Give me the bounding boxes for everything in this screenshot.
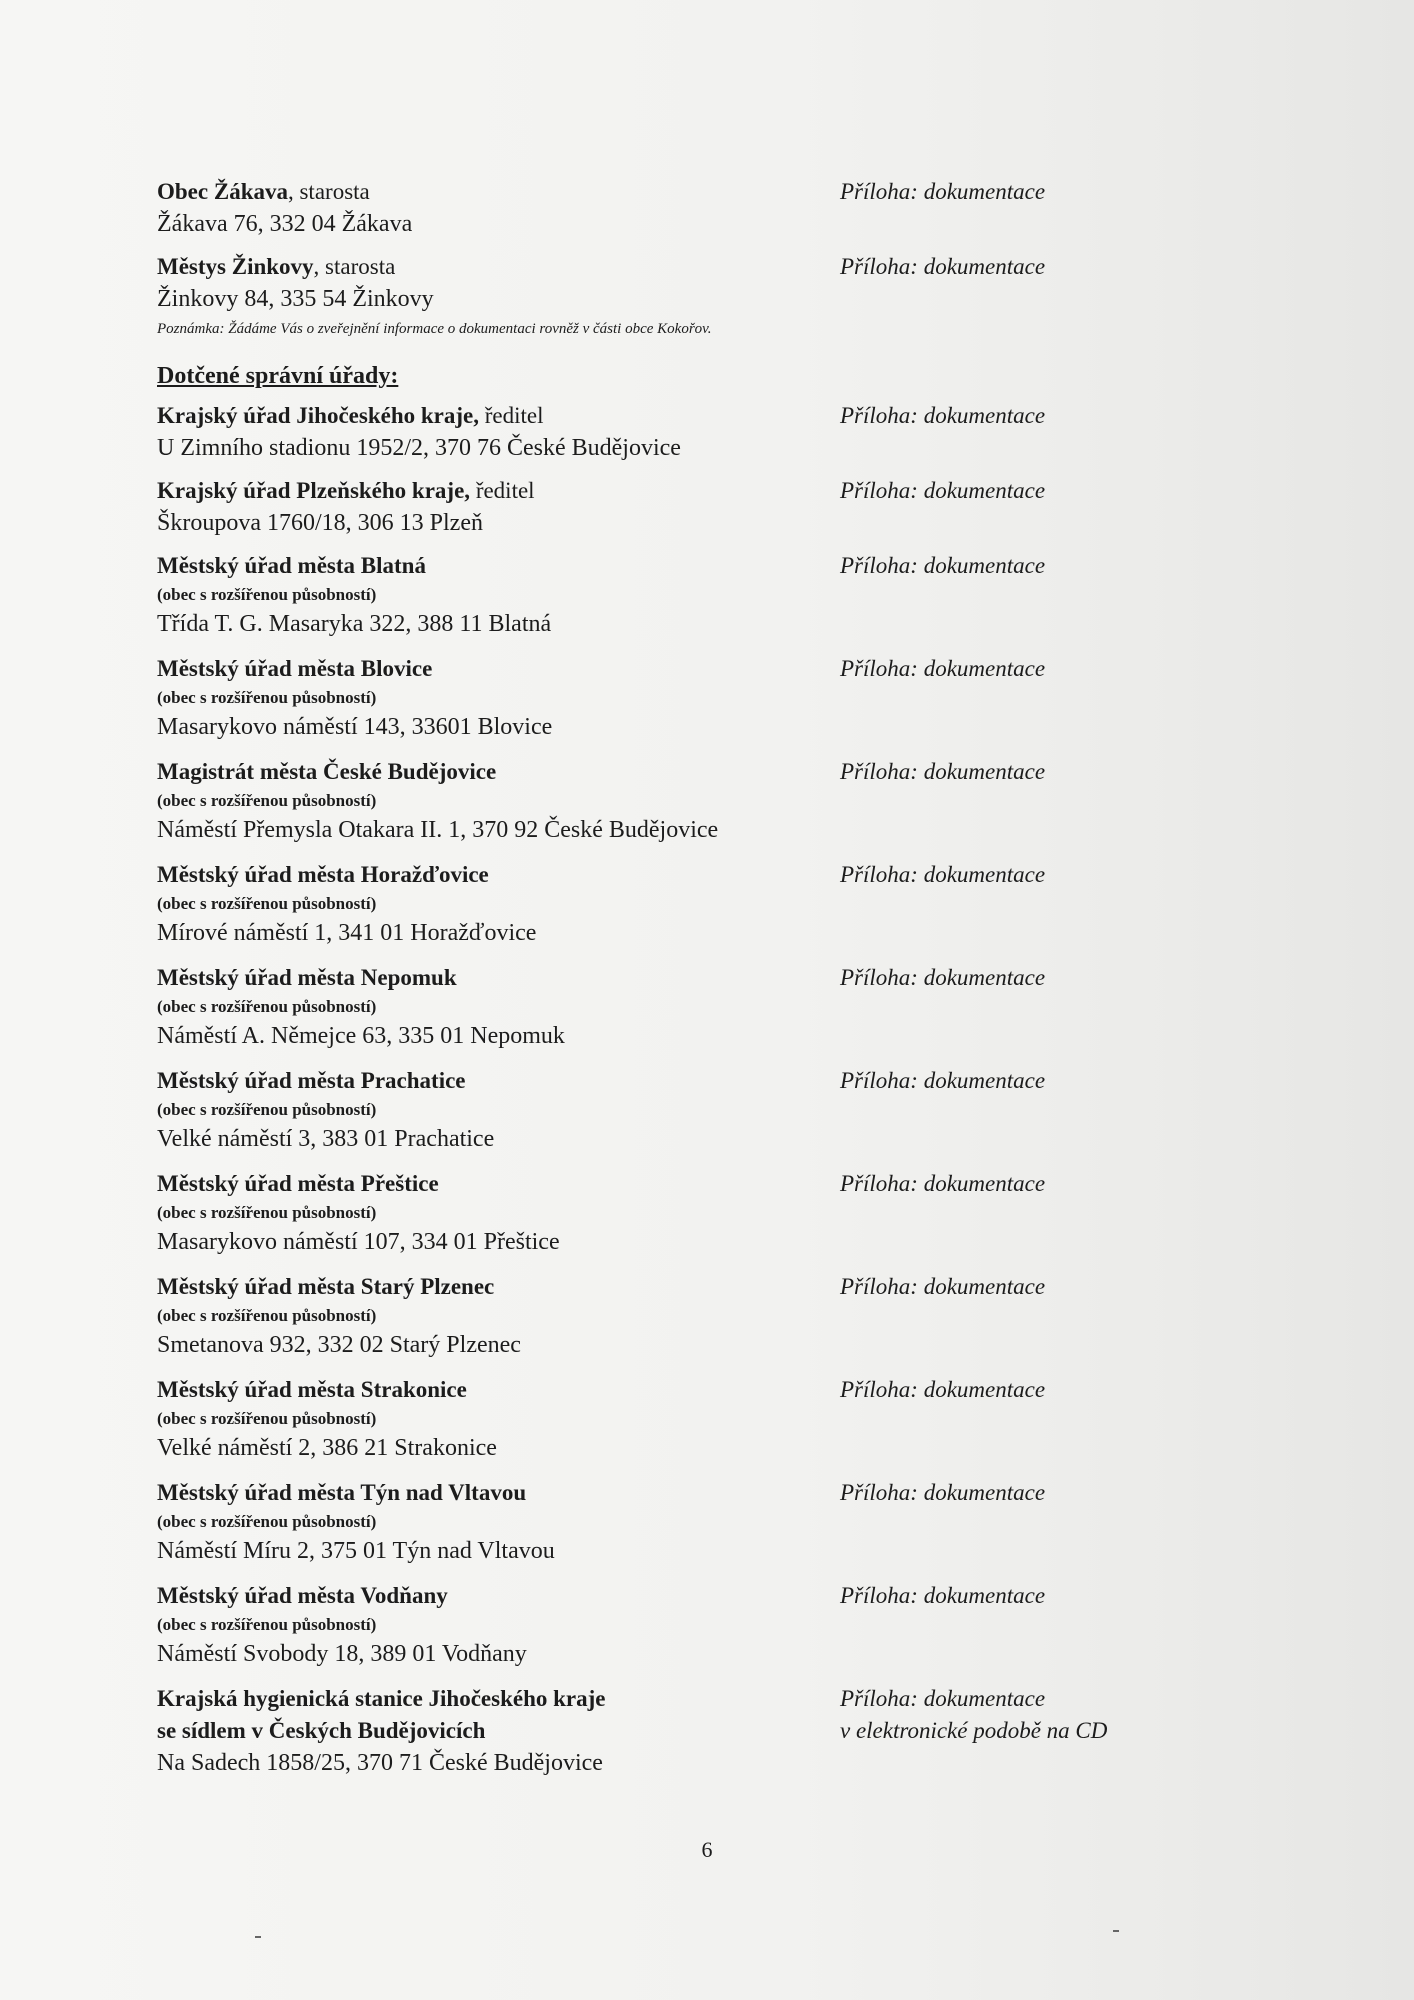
authority-entry xyxy=(157,1271,1287,1361)
authority-attachment: Příloha: dokumentace xyxy=(840,1583,1046,1608)
authority-entry xyxy=(157,756,1287,846)
authority-address: U Zimního stadionu 1952/2, 370 76 České Budějovice xyxy=(157,435,681,461)
entry-name: Městys Žinkovy xyxy=(157,254,314,279)
section-title: Dotčené správní úřady: xyxy=(157,363,399,389)
entry-role: , starosta xyxy=(313,254,396,279)
authority-address: Masarykovo náměstí 107, 334 01 Přeštice xyxy=(157,1229,560,1255)
authority-address: Náměstí Svobody 18, 389 01 Vodňany xyxy=(157,1641,527,1667)
authority-attachment: Příloha: dokumentace xyxy=(840,759,1046,784)
authority-entry xyxy=(157,1477,1287,1567)
authority-attachment: Příloha: dokumentace xyxy=(840,1377,1046,1402)
authority-entry xyxy=(157,859,1287,949)
authority-address: Třída T. G. Masaryka 322, 388 11 Blatná xyxy=(157,611,552,637)
authority-attachment: Příloha: dokumentace xyxy=(840,1274,1046,1299)
authority-name: Městský úřad města Strakonice xyxy=(157,1377,467,1402)
authority-status: (obec s rozšířenou působností) xyxy=(157,1306,377,1325)
entry-attachment: Příloha: dokumentace xyxy=(840,254,1046,279)
scan-mark xyxy=(255,1936,261,1938)
authority-attachment: Příloha: dokumentace xyxy=(840,478,1046,503)
authority-address: Velké náměstí 3, 383 01 Prachatice xyxy=(157,1126,495,1152)
authority-entry xyxy=(157,962,1287,1052)
entry-mestys-zinkovy xyxy=(157,251,1287,315)
authority-name: Magistrát města České Budějovice xyxy=(157,759,497,784)
authority-name: Městský úřad města Starý Plzenec xyxy=(157,1274,495,1299)
authority-name: Městský úřad města Přeštice xyxy=(157,1171,439,1196)
authority-name-line1: Krajská hygienická stanice Jihočeského kraje xyxy=(157,1686,606,1711)
authority-status: (obec s rozšířenou působností) xyxy=(157,688,377,707)
authority-attachment: Příloha: dokumentace xyxy=(840,1171,1046,1196)
authority-role: ředitel xyxy=(479,403,544,428)
authority-attachment: Příloha: dokumentace xyxy=(840,656,1046,681)
authority-entry xyxy=(157,1580,1287,1670)
page-number: 6 xyxy=(701,1837,713,1862)
authority-name: Městský úřad města Horažďovice xyxy=(157,862,489,887)
entry-role: , starosta xyxy=(287,179,370,204)
note: Poznámka: Žádáme Vás o zveřejnění informace o dokumentaci rovněž v části obce Kokořov. xyxy=(157,321,712,337)
authority-entry xyxy=(157,1374,1287,1464)
authority-name: Městský úřad města Blatná xyxy=(157,553,426,578)
authority-entry xyxy=(157,475,1287,539)
attachment-line1: Příloha: dokumentace xyxy=(840,1686,1046,1711)
authority-attachment: Příloha: dokumentace xyxy=(840,862,1046,887)
authority-address: Mírové náměstí 1, 341 01 Horažďovice xyxy=(157,920,537,946)
authority-attachment: Příloha: dokumentace xyxy=(840,403,1046,428)
authority-address: Náměstí A. Němejce 63, 335 01 Nepomuk xyxy=(157,1023,565,1049)
authority-status: (obec s rozšířenou působností) xyxy=(157,1100,377,1119)
authority-entry xyxy=(157,1065,1287,1155)
authority-status: (obec s rozšířenou působností) xyxy=(157,894,377,913)
authority-status: (obec s rozšířenou působností) xyxy=(157,791,377,810)
authority-name: Městský úřad města Vodňany xyxy=(157,1583,448,1608)
authority-status: (obec s rozšířenou působností) xyxy=(157,1615,377,1634)
authority-status: (obec s rozšířenou působností) xyxy=(157,1203,377,1222)
authority-address: Velké náměstí 2, 386 21 Strakonice xyxy=(157,1435,497,1461)
attachment-line2: v elektronické podobě na CD xyxy=(840,1718,1108,1743)
authority-address: Na Sadech 1858/25, 370 71 České Budějovice xyxy=(157,1750,603,1776)
authority-name: Městský úřad města Nepomuk xyxy=(157,965,457,990)
authority-attachment: Příloha: dokumentace xyxy=(840,965,1046,990)
authority-status: (obec s rozšířenou působností) xyxy=(157,997,377,1016)
authority-name: Krajský úřad Jihočeského kraje, xyxy=(157,403,479,428)
authority-attachment: Příloha: dokumentace xyxy=(840,1068,1046,1093)
scan-mark xyxy=(1113,1930,1119,1932)
authority-name: Městský úřad města Prachatice xyxy=(157,1068,466,1093)
authority-entry-hygiene xyxy=(157,1683,1287,1779)
authority-name: Městský úřad města Blovice xyxy=(157,656,433,681)
authority-attachment: Příloha: dokumentace xyxy=(840,1480,1046,1505)
authority-status: (obec s rozšířenou působností) xyxy=(157,585,377,604)
authority-address: Škroupova 1760/18, 306 13 Plzeň xyxy=(157,510,483,536)
entry-name: Obec Žákava xyxy=(157,179,288,204)
authority-name: Krajský úřad Plzeňského kraje, xyxy=(157,478,471,503)
authority-address: Smetanova 932, 332 02 Starý Plzenec xyxy=(157,1332,521,1358)
authority-attachment: Příloha: dokumentace xyxy=(840,553,1046,578)
authority-entry xyxy=(157,400,1287,464)
authority-entry xyxy=(157,1168,1287,1258)
authority-entry xyxy=(157,550,1287,640)
authority-entry xyxy=(157,653,1287,743)
authority-address: Náměstí Přemysla Otakara II. 1, 370 92 České Budějovice xyxy=(157,817,719,843)
authority-status: (obec s rozšířenou působností) xyxy=(157,1512,377,1531)
authority-role: ředitel xyxy=(470,478,535,503)
authority-name: Městský úřad města Týn nad Vltavou xyxy=(157,1480,527,1505)
entry-address: Žákava 76, 332 04 Žákava xyxy=(157,211,413,237)
authority-name-line2: se sídlem v Českých Budějovicích xyxy=(157,1718,486,1743)
entry-attachment: Příloha: dokumentace xyxy=(840,179,1046,204)
authority-status: (obec s rozšířenou působností) xyxy=(157,1409,377,1428)
entry-obec-zakava xyxy=(157,176,1287,240)
entry-address: Žinkovy 84, 335 54 Žinkovy xyxy=(157,286,434,312)
authority-address: Náměstí Míru 2, 375 01 Týn nad Vltavou xyxy=(157,1538,555,1564)
authority-attachment xyxy=(840,1683,1107,1747)
authority-address: Masarykovo náměstí 143, 33601 Blovice xyxy=(157,714,553,740)
